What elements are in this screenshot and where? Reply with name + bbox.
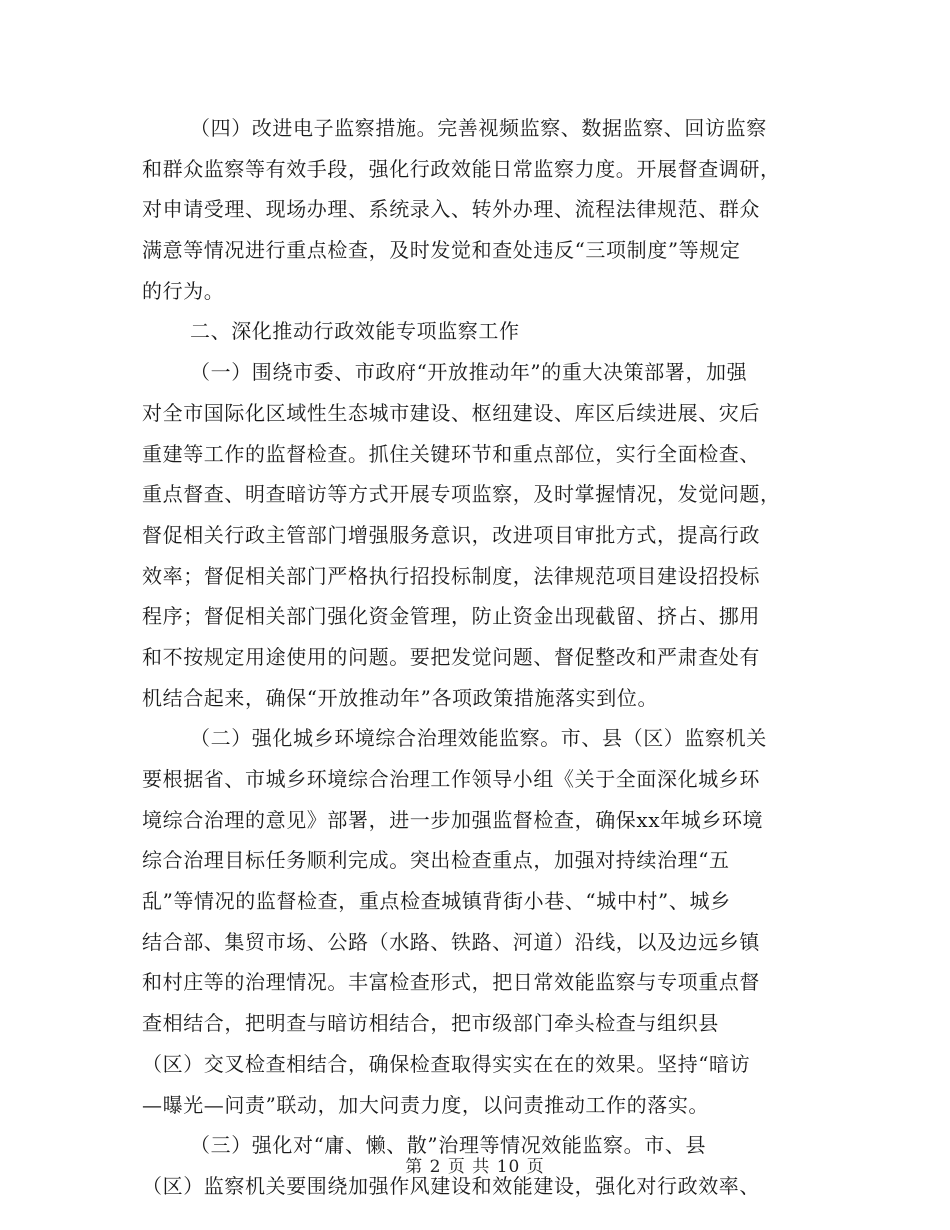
text-line: （三）强化对“庸、懒、散”治理等情况效能监察。市、县: [190, 1133, 707, 1158]
text-line: （区）交叉检查相结合，确保检查取得实实在在的效果。坚持“暗访: [142, 1051, 751, 1076]
text-line: （区）监察机关要围绕加强作风建设和效能建设，强化对行政效率、: [142, 1173, 760, 1198]
text-line: 二、深化推动行政效能专项监察工作: [190, 319, 520, 344]
text-line: 和不按规定用途使用的问题。要把发觉问题、督促整改和严肃查处有: [142, 644, 760, 669]
text-line: 重建等工作的监督检查。抓住关键环节和重点部位，实行全面检查、: [142, 441, 760, 466]
text-line: 要根据省、市城乡环境综合治理工作领导小组《关于全面深化城乡环: [142, 767, 760, 791]
text-line: 机结合起来，确保“开放推动年”各项政策措施落实到位。: [142, 685, 659, 710]
text-line: 的行为。: [142, 278, 225, 303]
text-line: 结合部、集贸市场、公路（水路、铁路、河道）沿线，以及边远乡镇: [142, 929, 760, 954]
page-footer: 第 2 页 共 10 页: [405, 1157, 545, 1177]
text-line: 效率；督促相关部门严格执行招投标制度，法律规范项目建设招投标: [142, 563, 760, 588]
text-line: 和群众监察等有效手段，强化行政效能日常监察力度。开展督查调研，: [142, 156, 781, 181]
text-line: 重点督查、明查暗访等方式开展专项监察，及时掌握情况，发觉问题，: [142, 482, 781, 507]
text-line: 督促相关行政主管部门增强服务意识，改进项目审批方式，提高行政: [142, 522, 760, 547]
text-line: 程序；督促相关部门强化资金管理，防止资金出现截留、挤占、挪用: [142, 604, 760, 629]
text-line: 和村庄等的治理情况。丰富检查形式，把日常效能监察与专项重点督: [142, 970, 760, 995]
text-line: （四）改进电子监察措施。完善视频监察、数据监察、回访监察: [190, 116, 767, 140]
text-line: 境综合治理的意见》部署，进一步加强监督检查，确保xx年城乡环境: [142, 807, 764, 832]
text-line: （二）强化城乡环境综合治理效能监察。市、县（区）监察机关: [190, 726, 767, 751]
text-line: 乱”等情况的监督检查，重点检查城镇背街小巷、“城中村”、城乡: [142, 889, 731, 914]
text-line: 对全市国际化区域性生态城市建设、枢纽建设、库区后续进展、灾后: [142, 400, 760, 425]
text-line: 查相结合，把明查与暗访相结合，把市级部门牵头检查与组织县: [142, 1011, 719, 1036]
text-line: —曝光—问责”联动，加大问责力度，以问责推动工作的落实。: [142, 1092, 710, 1117]
text-line: 综合治理目标任务顺利完成。突出检查重点，加强对持续治理“五: [142, 848, 730, 873]
text-line: 对申请受理、现场办理、系统录入、转外办理、流程法律规范、群众: [142, 197, 760, 222]
text-line: 满意等情况进行重点检查，及时发觉和查处违反“三项制度”等规定: [142, 238, 741, 263]
document-body: [142, 108, 810, 1207]
text-line: （一）围绕市委、市政府“开放推动年”的重大决策部署，加强: [190, 360, 748, 385]
